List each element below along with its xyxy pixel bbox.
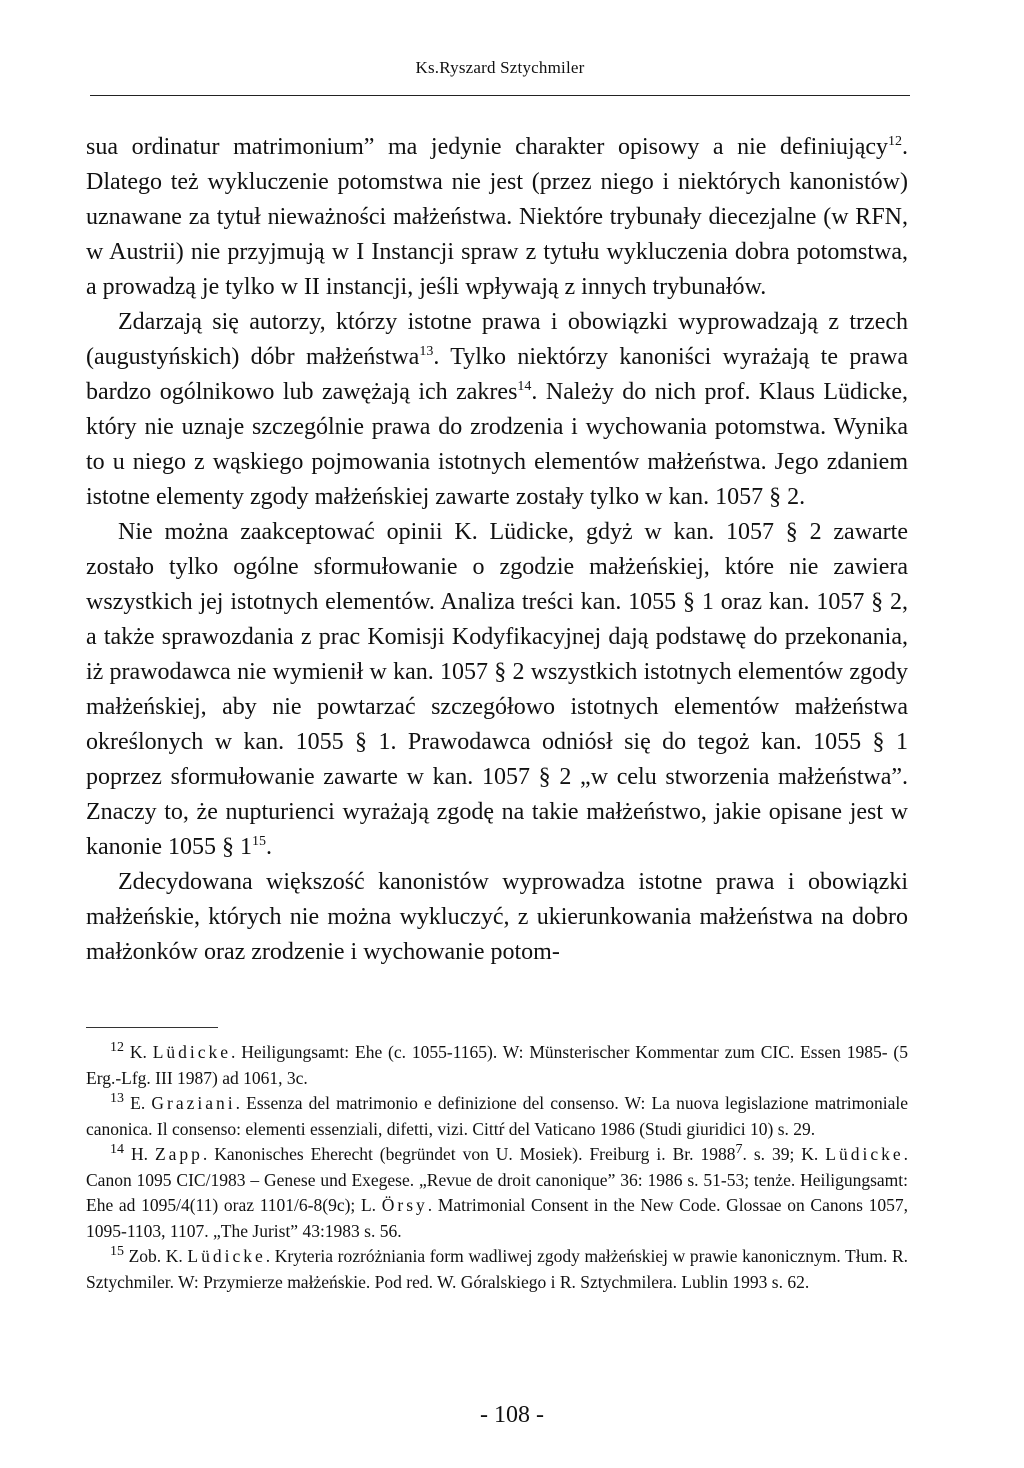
paragraph-3 (86, 515, 908, 865)
text-span: . Matrimonial Consent in the New Code. Glossae on Canons 1057, 1095-1103, 1107. „The Jurist” 43:1983 s. 56. (86, 1195, 908, 1241)
text-span: H. (130, 1144, 155, 1164)
author-name: Zapp (154, 1144, 203, 1164)
footnote-number: 15 (110, 1244, 124, 1260)
text-span: sua ordinatur matrimonium” ma jedynie charakter opisowy a nie definiujący (86, 134, 888, 160)
body-text (86, 130, 908, 970)
text-span: . Essenza del matrimonio e definizione del consenso. W: La nuova legislazione matrimoniale canonica. Il consenso: elementi essenziali, difetti, vizi. Cittŕ del Vaticano 1986 (Studi giuridici 10) s. 29. (86, 1093, 909, 1139)
text-span: . Heiligungsamt: Ehe (c. 1055-1165). W: Münsterischer Kommentar zum CIC. Essen 1985- (5 Erg.-Lfg. III 1987) ad 1061, 3c. (86, 1042, 908, 1088)
footnote-ref: 12 (888, 134, 902, 149)
author-name: Örsy (381, 1195, 428, 1215)
author-name: Lüdicke (187, 1246, 266, 1266)
footnote-number: 13 (110, 1091, 124, 1107)
author-name: Graziani (151, 1093, 236, 1113)
author-name: Lüdicke (825, 1144, 904, 1164)
edition-superscript: 7 (735, 1142, 743, 1158)
text-span: . Kryteria rozróżniania form wadliwej zgody małżeńskiej w prawie kanonicznym. Tłum. R. Sztychmiler. W: Przymierze małżeńskie. Pod red. W. Góralskiego i R. Sztychmilera. Lublin 1993 s. 62. (86, 1246, 908, 1292)
text-span: K. (129, 1042, 153, 1062)
text-span: . Należy do nich prof. Klaus Lüdicke, który nie uznaje szczególnie prawa do zrodzenia i wychowania potomstwa. Wynika to u niego z wąskiego pojmowania istotnych elementów małżeństwa. Jego zdaniem istotne elementy zgody małżeńskiej zawarte zostały tylko w kan. 1057 § 2. (86, 379, 909, 510)
running-header: Ks.Ryszard Sztychmiler (415, 58, 585, 77)
footnote-ref: 15 (251, 834, 266, 849)
text-span: E. (130, 1093, 152, 1113)
paragraph-2 (86, 305, 908, 515)
text-span: . Dlatego też wykluczenie potomstwa nie jest (przez niego i niektórych kanonistów) uznawane za tytuł nieważności małżeństwa. Niektóre trybunały diecezjalne (w RFN, w Austrii) nie przyjmują w I Instancji spraw z tytułu wykluczenia dobra potomstwa, a prowadzą je tylko w II instancji, jeśli wpływają z innych trybunałów. (86, 134, 908, 300)
text-span: Zob. K. (128, 1246, 188, 1266)
footnote-12 (86, 1040, 908, 1091)
page-number: - 108 - (480, 1402, 544, 1428)
text-span: . Tylko niektórzy kanoniści wyrażają te prawa bardzo ogólnikowo lub zawężają ich zakres (86, 344, 908, 405)
footnote-rule (86, 1027, 218, 1028)
footnote-13 (86, 1091, 908, 1142)
footnote-15 (86, 1244, 908, 1295)
header-rule (90, 95, 910, 96)
paragraph-4: Zdecydowana większość kanonistów wyprowadza istotne prawa i obowiązki małżeńskie, których nie można wykluczyć, z ukierunkowania małżeństwa na dobro małżonków oraz zrodzenie i wychowanie potom- (86, 869, 908, 965)
footnote-ref: 14 (517, 379, 532, 394)
footnote-ref: 13 (419, 344, 434, 359)
author-name: Lüdicke (152, 1042, 232, 1062)
footnote-number: 14 (110, 1142, 124, 1158)
text-span: . s. 39; K. (742, 1144, 826, 1164)
text-span: Zdarzają się autorzy, którzy istotne prawa i obowiązki wyprowadzają z trzech (augustyńskich) dóbr małżeństwa (86, 309, 908, 370)
footnotes (86, 1040, 908, 1295)
text-span: . (265, 834, 272, 860)
footnote-number: 12 (110, 1040, 124, 1056)
text-span: Nie można zaakceptować opinii K. Lüdicke, gdyż w kan. 1057 § 2 zawarte zostało tylko ogólne sformułowanie o zgodzie małżeńskiej, które nie zawiera wszystkich jej istotnych elementów. Analiza treści kan. 1055 § 1 oraz kan. 1057 § 2, a także sprawozdania z prac Komisji Kodyfikacyjnej dają podstawę do przekonania, iż prawodawca nie wymienił w kan. 1057 § 2 wszystkich istotnych elementów zgody małżeńskiej, aby nie powtarzać szczegółowo istotnych elementów małżeństwa określonych w kan. 1055 § 1. Prawodawca odniósł się do tegoż kan. 1055 § 1 poprzez sformułowanie zawarte w kan. 1057 § 2 „w celu stworzenia małżeństwa”. Znaczy to, że nupturienci wyrażają zgodę na takie małżeństwo, jakie opisane jest w kanonie 1055 § 1 (86, 519, 908, 860)
text-span: . Canon 1095 CIC/1983 – Genese und Exegese. „Revue de droit canonique” 36: 1986 s. 51-53; tenże. Heiligungsamt: Ehe ad 1095/4(11) oraz 1101/6-8(9c); L. (86, 1144, 908, 1215)
text-span: . Kanonisches Eherecht (begründet von U. Mosiek). Freiburg i. Br. 1988 (202, 1144, 736, 1164)
paragraph-1 (86, 130, 908, 305)
footnote-14 (86, 1142, 908, 1244)
